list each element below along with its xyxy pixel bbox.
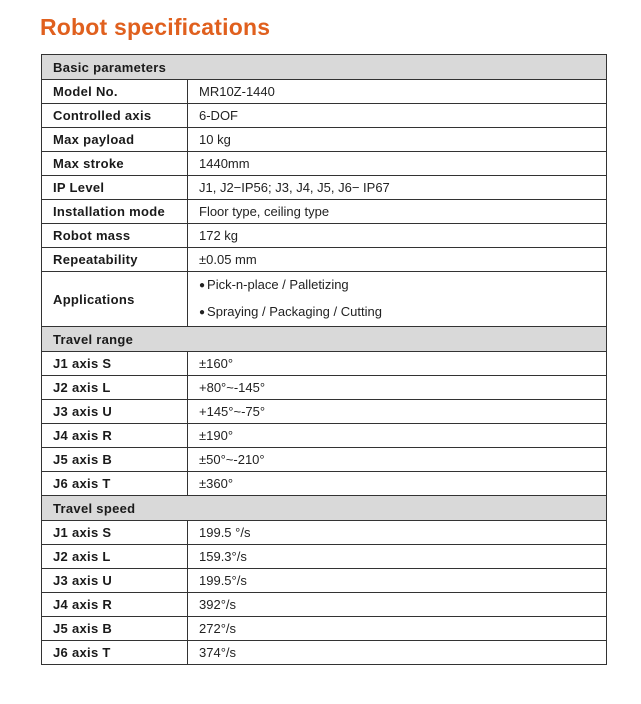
table-row xyxy=(42,248,607,272)
table-row xyxy=(42,352,607,376)
table-row xyxy=(42,424,607,448)
row-value: 1440mm xyxy=(188,152,607,176)
row-label: J4 axis R xyxy=(42,424,188,448)
row-label: IP Level xyxy=(42,176,188,200)
section-header-travel-speed xyxy=(42,496,607,521)
row-label: J3 axis U xyxy=(42,400,188,424)
row-label: J5 axis B xyxy=(42,448,188,472)
row-value: 392°/s xyxy=(188,593,607,617)
table-row xyxy=(42,176,607,200)
row-value: ±360° xyxy=(188,472,607,496)
page-title: Robot specifications xyxy=(40,14,271,40)
list-item xyxy=(199,272,606,299)
section-title: Travel range xyxy=(42,327,607,352)
table-row xyxy=(42,472,607,496)
row-value: ±0.05 mm xyxy=(188,248,607,272)
table-row xyxy=(42,593,607,617)
row-label: Applications xyxy=(42,272,188,327)
table-row-applications xyxy=(42,272,607,327)
row-value: ±50°~-210° xyxy=(188,448,607,472)
row-value: +145°~-75° xyxy=(188,400,607,424)
row-value: 272°/s xyxy=(188,617,607,641)
table-row xyxy=(42,641,607,665)
table-row xyxy=(42,376,607,400)
list-item-text: Pick-n-place / Palletizing xyxy=(207,277,349,292)
table-row xyxy=(42,400,607,424)
section-title: Travel speed xyxy=(42,496,607,521)
row-value: Floor type, ceiling type xyxy=(188,200,607,224)
row-label: J6 axis T xyxy=(42,472,188,496)
list-item xyxy=(199,299,606,326)
specifications-table xyxy=(41,54,607,665)
row-label: Repeatability xyxy=(42,248,188,272)
table-row xyxy=(42,521,607,545)
row-label: J4 axis R xyxy=(42,593,188,617)
row-label: J6 axis T xyxy=(42,641,188,665)
row-label: Max payload xyxy=(42,128,188,152)
row-label: Installation mode xyxy=(42,200,188,224)
table-row xyxy=(42,200,607,224)
bullet-icon: ● xyxy=(199,307,206,318)
row-value: 10 kg xyxy=(188,128,607,152)
row-value: 172 kg xyxy=(188,224,607,248)
row-value: MR10Z-1440 xyxy=(188,80,607,104)
row-value: +80°~-145° xyxy=(188,376,607,400)
row-value: 159.3°/s xyxy=(188,545,607,569)
row-label: Robot mass xyxy=(42,224,188,248)
row-label: J2 axis L xyxy=(42,376,188,400)
row-label: Controlled axis xyxy=(42,104,188,128)
row-value: 374°/s xyxy=(188,641,607,665)
row-label: J1 axis S xyxy=(42,352,188,376)
bullet-icon: ● xyxy=(199,280,206,291)
row-value: ±190° xyxy=(188,424,607,448)
applications-list xyxy=(188,272,607,327)
table-row xyxy=(42,448,607,472)
table-row xyxy=(42,104,607,128)
row-label: J2 axis L xyxy=(42,545,188,569)
row-value: 199.5 °/s xyxy=(188,521,607,545)
table-row xyxy=(42,80,607,104)
table-row xyxy=(42,569,607,593)
row-value: J1, J2−IP56; J3, J4, J5, J6− IP67 xyxy=(188,176,607,200)
row-label: J1 axis S xyxy=(42,521,188,545)
table-row xyxy=(42,545,607,569)
section-header-travel-range xyxy=(42,327,607,352)
row-label: J5 axis B xyxy=(42,617,188,641)
row-label: Max stroke xyxy=(42,152,188,176)
table-row xyxy=(42,152,607,176)
row-value: ±160° xyxy=(188,352,607,376)
table-row xyxy=(42,224,607,248)
row-label: J3 axis U xyxy=(42,569,188,593)
row-value: 199.5°/s xyxy=(188,569,607,593)
section-header-basic-parameters xyxy=(42,55,607,80)
table-row xyxy=(42,617,607,641)
row-label: Model No. xyxy=(42,80,188,104)
table-row xyxy=(42,128,607,152)
section-title: Basic parameters xyxy=(42,55,607,80)
list-item-text: Spraying / Packaging / Cutting xyxy=(207,304,382,319)
row-value: 6-DOF xyxy=(188,104,607,128)
